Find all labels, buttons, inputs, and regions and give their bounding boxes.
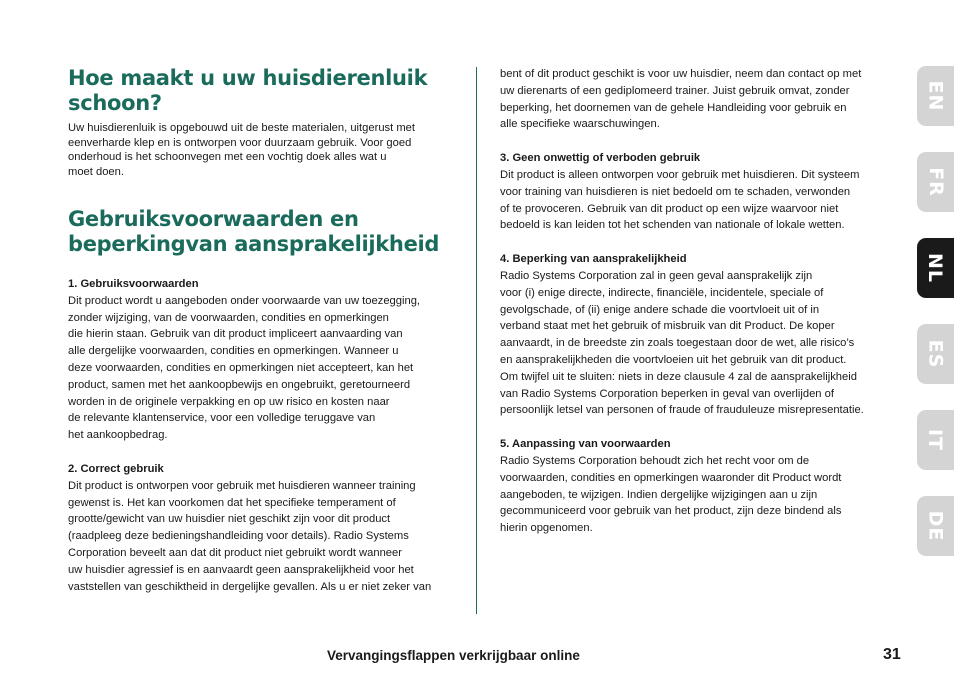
text-line: deze voorwaarden, condities en opmerkingen niet accepteert, kan het: [68, 361, 414, 374]
tab-es[interactable]: [917, 324, 954, 384]
text-line: Om twijfel uit te sluiten: niets in deze clausule 4 zal de aansprakelijkheid: [500, 370, 857, 383]
text-line: die hierin staan. Gebruik van dit product impliceert aanvaarding van: [68, 328, 403, 341]
section-body-1: [68, 293, 460, 444]
section-body-3: [500, 167, 890, 234]
tab-de[interactable]: [917, 496, 954, 556]
text-line: onderhoud is het schoonvegen met een vochtig doek alles wat u: [68, 151, 387, 163]
tab-en-label: EN: [924, 80, 947, 112]
heading-terms: [68, 207, 460, 257]
section-body-4: [500, 268, 890, 419]
text-line: grootte/gewicht van uw huisdier niet geschikt zijn voor dit product: [68, 513, 391, 526]
heading-terms-line1: Gebruiksvoorwaarden en: [68, 207, 359, 231]
text-line: en aansprakelijkheden die voortvloeien uit het gebruik van dit product.: [500, 353, 847, 366]
section-title-5: 5. Aanpassing van voorwaarden: [500, 438, 671, 451]
text-line: Radio Systems Corporation zal in geen geval aansprakelijk zijn: [500, 269, 813, 282]
right-column: [500, 66, 890, 537]
section-title-3: 3. Geen onwettig of verboden gebruik: [500, 152, 701, 165]
section-title-2: 2. Correct gebruik: [68, 462, 164, 475]
text-line: het aankoopbedrag.: [68, 429, 168, 442]
text-line: Corporation beveelt aan dat dit product niet gebruikt wordt wanneer: [68, 546, 402, 559]
text-line: vaststellen van geschiktheid in dergelijke gevallen. Als u er niet zeker van: [68, 580, 432, 593]
page-number: 31: [883, 646, 901, 663]
text-line: persoonlijk letsel van personen of fraude of frauduleuze misrepresentatie.: [500, 404, 864, 417]
left-column: [68, 66, 460, 595]
text-line: verband staat met het gebruik of misbruik van dit Product. De koper: [500, 320, 835, 333]
text-line: bent of dit product geschikt is voor uw huisdier, neem dan contact op met: [500, 68, 862, 80]
text-line: eenverharde klep en is ontworpen voor duurzaam gebruik. Voor goed: [68, 136, 412, 149]
text-line: Uw huisdierenluik is opgebouwd uit de beste materialen, uitgerust met: [68, 122, 416, 134]
heading-terms-line2: beperkingvan aansprakelijkheid: [68, 232, 440, 256]
tab-de-label: DE: [924, 510, 947, 542]
text-line: Radio Systems Corporation behoudt zich het recht voor om de: [500, 454, 810, 467]
continued-text: [500, 66, 890, 133]
text-line: alle dergelijke voorwaarden, condities en opmerkingen. Wanneer u: [68, 345, 399, 358]
footer-text: Vervangingsflappen verkrijgbaar online: [327, 648, 580, 663]
text-line: zonder wijziging, van de voorwaarden, condities en opmerkingen: [68, 311, 389, 324]
text-line: (raadpleeg deze bedieningshandleiding voor details). Radio Systems: [68, 530, 409, 543]
column-divider: [476, 67, 477, 614]
text-line: worden in de originele verpakking en op uw risico en kosten naar: [68, 395, 390, 408]
text-line: Dit product wordt u aangeboden onder voorwaarde van uw toezegging,: [68, 294, 421, 307]
tab-fr[interactable]: [917, 152, 954, 212]
tab-en[interactable]: [917, 66, 954, 126]
text-line: aanvaardt, in de breedste zin zoals toegestaan door de wet, alle risico’s: [500, 337, 855, 350]
text-line: Dit product is alleen ontworpen voor gebruik met huisdieren. Dit systeem: [500, 168, 860, 181]
text-line: hierin opgenomen.: [500, 522, 593, 535]
text-line: voorwaarden, condities en opmerkingen waaronder dit Product wordt: [500, 471, 842, 484]
text-line: of te provoceren. Gebruik van dit product op een wijze waarvoor niet: [500, 202, 839, 215]
text-line: moet doen.: [68, 165, 124, 178]
tab-it[interactable]: [917, 410, 954, 470]
text-line: beperking, het doornemen van de gehele Handleiding voor gebruik en: [500, 101, 847, 114]
section-title-4: 4. Beperking van aansprakelijkheid: [500, 253, 687, 266]
tab-nl-label: NL: [924, 252, 947, 284]
tab-it-label: IT: [924, 428, 947, 452]
section-body-2: [68, 478, 460, 596]
text-line: alle specifieke waarschuwingen.: [500, 118, 660, 131]
heading-cleaning: Hoe maakt u uw huisdierenluik schoon?: [68, 66, 428, 115]
tab-fr-label: FR: [924, 167, 947, 197]
tab-nl[interactable]: [917, 238, 954, 298]
text-line: gevolgschade, of (ii) enige andere schade die voortvloeit uit of in: [500, 303, 820, 316]
section-title-1: 1. Gebruiksvoorwaarden: [68, 278, 199, 290]
text-line: gecommuniceerd voor gebruik van het product, zijn deze bindend als: [500, 505, 842, 518]
text-line: product, samen met het aankoopbewijs en ongebruikt, geretourneerd: [68, 378, 411, 391]
section-body-5: [500, 453, 890, 537]
text-line: aangeboden, te wijzigen. Indien dergelijke wijzigingen aan u zijn: [500, 488, 818, 501]
text-line: gewenst is. Het kan voorkomen dat het specifieke temperament of: [68, 496, 396, 509]
text-line: Dit product is ontworpen voor gebruik met huisdieren wanneer training: [68, 479, 416, 492]
text-line: van Radio Systems Corporation beperken in geval van overlijden of: [500, 387, 834, 400]
intro-text: [68, 121, 460, 179]
text-line: voor training van huisdieren is niet bedoeld om te schaden, verwonden: [500, 185, 851, 198]
text-line: voor (i) enige directe, indirecte, financiële, incidentele, speciale of: [500, 286, 824, 299]
text-line: uw huisdier agressief is en aanvaardt geen aansprakelijkheid voor het: [68, 563, 414, 576]
text-line: de relevante klantenservice, voor een volledige teruggave van: [68, 412, 376, 425]
text-line: uw dierenarts of een gediplomeerd trainer. Juist gebruik omvat, zonder: [500, 84, 850, 97]
text-line: bedoeld is kan leiden tot het schenden van nationale of lokale wetten.: [500, 219, 845, 232]
tab-es-label: ES: [924, 339, 947, 369]
